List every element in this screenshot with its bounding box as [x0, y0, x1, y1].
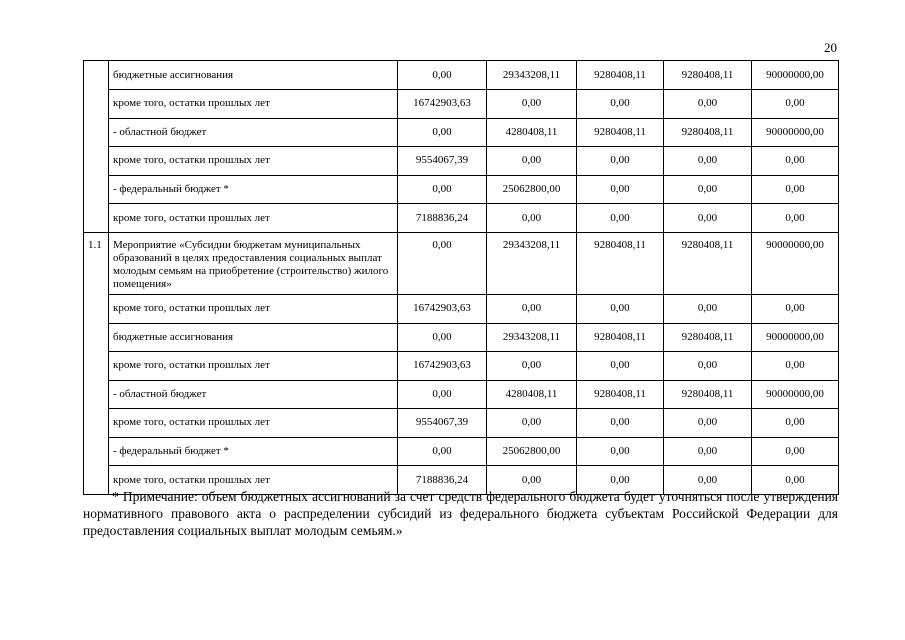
row-value-v5: 0,00 — [752, 90, 839, 119]
row-value-v4: 9280408,11 — [664, 61, 752, 90]
row-value-v2: 0,00 — [487, 352, 577, 381]
row-value-v5: 90000000,00 — [752, 118, 839, 147]
row-value-v4: 0,00 — [664, 204, 752, 233]
row-value-v1: 0,00 — [398, 380, 487, 409]
row-value-v2: 29343208,11 — [487, 323, 577, 352]
row-value-v2: 25062800,00 — [487, 175, 577, 204]
page-number: 20 — [824, 40, 837, 55]
row-value-v3: 0,00 — [577, 437, 664, 466]
budget-table — [83, 60, 839, 495]
row-value-v2: 0,00 — [487, 409, 577, 438]
table-row — [84, 295, 839, 324]
row-value-v3: 9280408,11 — [577, 118, 664, 147]
row-value-v3: 9280408,11 — [577, 233, 664, 295]
table-row — [84, 118, 839, 147]
row-value-v1: 9554067,39 — [398, 147, 487, 176]
row-value-v4: 9280408,11 — [664, 233, 752, 295]
row-value-v2: 0,00 — [487, 466, 577, 495]
row-value-v4: 9280408,11 — [664, 118, 752, 147]
row-value-v5: 90000000,00 — [752, 233, 839, 295]
row-label: кроме того, остатки прошлых лет — [109, 295, 398, 324]
row-value-v2: 29343208,11 — [487, 61, 577, 90]
table-row — [84, 233, 839, 295]
table-row — [84, 323, 839, 352]
row-value-v5: 0,00 — [752, 466, 839, 495]
row-label: бюджетные ассигнования — [109, 61, 398, 90]
table-row — [84, 90, 839, 119]
row-label: кроме того, остатки прошлых лет — [109, 90, 398, 119]
row-label: кроме того, остатки прошлых лет — [109, 204, 398, 233]
row-value-v4: 0,00 — [664, 352, 752, 381]
row-label: - федеральный бюджет * — [109, 175, 398, 204]
row-value-v4: 0,00 — [664, 295, 752, 324]
row-label: кроме того, остатки прошлых лет — [109, 352, 398, 381]
row-index — [84, 380, 109, 409]
table-row — [84, 380, 839, 409]
row-value-v1: 16742903,63 — [398, 90, 487, 119]
row-value-v1: 16742903,63 — [398, 352, 487, 381]
row-value-v5: 0,00 — [752, 175, 839, 204]
row-label: бюджетные ассигнования — [109, 323, 398, 352]
row-value-v3: 0,00 — [577, 90, 664, 119]
row-label: кроме того, остатки прошлых лет — [109, 466, 398, 495]
row-value-v4: 0,00 — [664, 466, 752, 495]
row-label: - федеральный бюджет * — [109, 437, 398, 466]
row-value-v3: 0,00 — [577, 204, 664, 233]
row-value-v3: 0,00 — [577, 409, 664, 438]
row-value-v1: 0,00 — [398, 437, 487, 466]
table-row — [84, 204, 839, 233]
row-value-v1: 7188836,24 — [398, 466, 487, 495]
row-value-v2: 4280408,11 — [487, 118, 577, 147]
row-index — [84, 204, 109, 233]
row-label: кроме того, остатки прошлых лет — [109, 147, 398, 176]
row-value-v4: 0,00 — [664, 409, 752, 438]
row-value-v2: 0,00 — [487, 90, 577, 119]
row-index: 1.1 — [84, 233, 109, 295]
row-value-v1: 0,00 — [398, 175, 487, 204]
table-row — [84, 409, 839, 438]
row-label: кроме того, остатки прошлых лет — [109, 409, 398, 438]
row-value-v1: 0,00 — [398, 233, 487, 295]
row-value-v3: 0,00 — [577, 352, 664, 381]
budget-table-body — [84, 61, 839, 495]
row-value-v1: 0,00 — [398, 323, 487, 352]
table-row — [84, 61, 839, 90]
row-value-v2: 4280408,11 — [487, 380, 577, 409]
row-value-v3: 0,00 — [577, 147, 664, 176]
row-value-v3: 0,00 — [577, 466, 664, 495]
table-row — [84, 437, 839, 466]
row-value-v5: 0,00 — [752, 437, 839, 466]
row-value-v5: 0,00 — [752, 204, 839, 233]
row-value-v1: 0,00 — [398, 118, 487, 147]
row-value-v1: 0,00 — [398, 61, 487, 90]
row-index — [84, 147, 109, 176]
row-index — [84, 61, 109, 90]
row-index — [84, 409, 109, 438]
row-value-v2: 0,00 — [487, 295, 577, 324]
row-value-v3: 9280408,11 — [577, 380, 664, 409]
row-label: - областной бюджет — [109, 118, 398, 147]
row-value-v4: 0,00 — [664, 90, 752, 119]
row-value-v5: 90000000,00 — [752, 61, 839, 90]
row-value-v4: 0,00 — [664, 175, 752, 204]
row-value-v5: 0,00 — [752, 352, 839, 381]
row-value-v2: 0,00 — [487, 204, 577, 233]
row-value-v4: 0,00 — [664, 147, 752, 176]
row-value-v2: 0,00 — [487, 147, 577, 176]
row-index — [84, 352, 109, 381]
table-row — [84, 175, 839, 204]
row-value-v3: 0,00 — [577, 295, 664, 324]
row-value-v3: 0,00 — [577, 175, 664, 204]
row-value-v4: 9280408,11 — [664, 323, 752, 352]
row-index — [84, 323, 109, 352]
row-value-v2: 25062800,00 — [487, 437, 577, 466]
table-row — [84, 147, 839, 176]
row-value-v1: 16742903,63 — [398, 295, 487, 324]
row-value-v5: 0,00 — [752, 295, 839, 324]
footnote: * Примечание: объем бюджетных ассигнований за счет средств федерального бюджета будет уточняться после утверждения нормативного правового акта о распределении субсидий из федерального бюджета субъектам Российской Федерации для предоставления социальных выплат молодым семьям.» — [83, 489, 838, 538]
row-value-v4: 0,00 — [664, 437, 752, 466]
row-value-v1: 7188836,24 — [398, 204, 487, 233]
table-row — [84, 352, 839, 381]
row-index — [84, 295, 109, 324]
row-index — [84, 437, 109, 466]
row-label: Мероприятие «Субсидии бюджетам муниципальных образований в целях предоставления социальных выплат молодым семьям на приобретение (строительство) жилого помещения» — [109, 233, 398, 295]
row-label: - областной бюджет — [109, 380, 398, 409]
row-value-v3: 9280408,11 — [577, 323, 664, 352]
row-value-v3: 9280408,11 — [577, 61, 664, 90]
row-value-v4: 9280408,11 — [664, 380, 752, 409]
row-value-v1: 9554067,39 — [398, 409, 487, 438]
row-value-v5: 90000000,00 — [752, 323, 839, 352]
row-value-v5: 0,00 — [752, 147, 839, 176]
row-index — [84, 90, 109, 119]
row-value-v2: 29343208,11 — [487, 233, 577, 295]
row-index — [84, 175, 109, 204]
row-value-v5: 90000000,00 — [752, 380, 839, 409]
row-index — [84, 118, 109, 147]
row-value-v5: 0,00 — [752, 409, 839, 438]
